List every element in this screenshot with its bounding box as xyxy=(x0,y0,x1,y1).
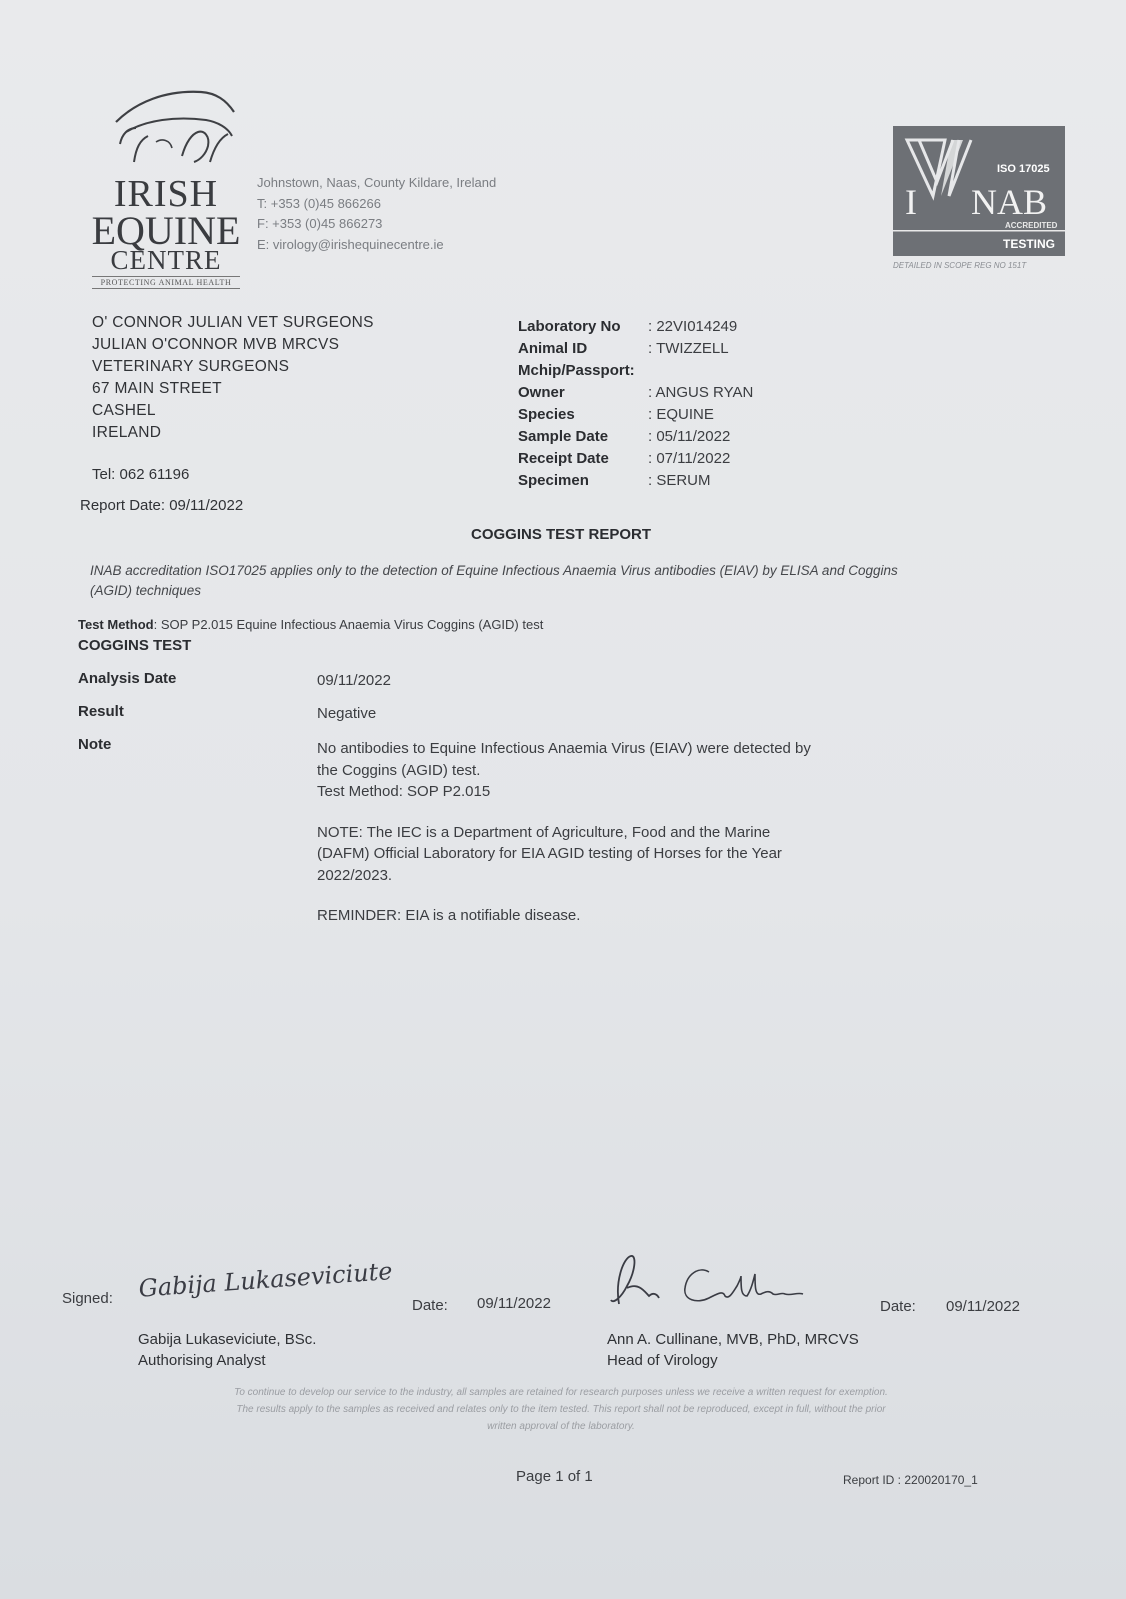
disclaimer-line: The results apply to the samples as received and relates only to the item tested. This report shall not be reproduced, except in full, without the prior xyxy=(236,1404,886,1415)
test-method-label: Test Method xyxy=(78,617,154,632)
lab-detail-row xyxy=(518,338,753,360)
head-sign-date: 09/11/2022 xyxy=(946,1298,1020,1315)
lab-detail-row xyxy=(518,360,753,382)
lab-detail-label: Sample Date xyxy=(518,428,609,445)
lab-detail-value: : 05/11/2022 xyxy=(648,428,731,445)
lab-detail-value: : ANGUS RYAN xyxy=(648,384,754,401)
analyst-sign-date: 09/11/2022 xyxy=(477,1295,551,1312)
result-value: Negative xyxy=(317,705,377,722)
lab-detail-label: Owner xyxy=(518,384,565,401)
analyst-title: Authorising Analyst xyxy=(138,1352,266,1369)
footer-disclaimer xyxy=(126,1384,996,1435)
note-line: Test Method: SOP P2.015 xyxy=(317,783,491,800)
contact-fax: F: +353 (0)45 866273 xyxy=(257,216,383,231)
lab-detail-row xyxy=(518,404,753,426)
analyst-signer xyxy=(138,1329,316,1371)
note-line: REMINDER: EIA is a notifiable disease. xyxy=(317,907,581,924)
lab-detail-row xyxy=(518,448,753,470)
lab-detail-label: Animal ID xyxy=(518,340,588,357)
note-paragraph xyxy=(317,822,877,887)
logo-tagline: PROTECTING ANIMAL HEALTH xyxy=(92,276,240,289)
lab-detail-label: Receipt Date xyxy=(518,450,609,467)
address-line: CASHEL xyxy=(92,402,156,419)
inab-letter-i: I xyxy=(905,182,917,222)
lab-detail-row xyxy=(518,382,753,404)
lab-detail-value: : TWIZZELL xyxy=(648,340,729,357)
logo-word-equine: EQUINE xyxy=(91,208,241,253)
note-line: (DAFM) Official Laboratory for EIA AGID testing of Horses for the Year xyxy=(317,845,782,862)
lab-detail-row xyxy=(518,470,753,492)
note-line: No antibodies to Equine Infectious Anaemia Virus (EIAV) were detected by xyxy=(317,740,811,757)
lab-detail-row xyxy=(518,426,753,448)
lab-detail-value: : SERUM xyxy=(648,472,711,489)
lab-detail-label: Specimen xyxy=(518,472,589,489)
contact-phone: T: +353 (0)45 866266 xyxy=(257,195,381,211)
lab-detail-label: Laboratory No xyxy=(518,318,621,335)
section-heading: COGGINS TEST xyxy=(78,637,192,654)
lab-detail-value: : EQUINE xyxy=(648,406,714,423)
disclaimer-line: written approval of the laboratory. xyxy=(487,1421,635,1432)
horse-logo-icon xyxy=(106,82,236,172)
disclaimer-line: To continue to develop our service to the industry, all samples are retained for research purposes unless we receive a written request for exemption. xyxy=(234,1387,888,1398)
inab-testing-label: TESTING xyxy=(1003,237,1056,251)
lab-detail-label: Mchip/Passport: xyxy=(518,362,635,379)
head-title: Head of Virology xyxy=(607,1352,718,1369)
note-paragraph xyxy=(317,905,877,927)
address-line: VETERINARY SURGEONS xyxy=(92,358,290,375)
contact-address: Johnstown, Naas, County Kildare, Ireland xyxy=(257,175,497,190)
irish-equine-centre-logo xyxy=(86,82,246,292)
lab-detail-value: : 22VI014249 xyxy=(648,318,738,335)
date-label: Date: xyxy=(412,1297,448,1314)
logo-word-centre: CENTRE xyxy=(110,245,222,275)
note-line: the Coggins (AGID) test. xyxy=(317,761,481,779)
inab-accreditation-note: INAB accreditation ISO17025 applies only to the detection of Equine Infectious Anaemia Virus antibodies (EIAV) by ELISA and Coggins (AGID) techniques xyxy=(90,563,898,598)
note-label: Note xyxy=(78,736,112,753)
address-line: O' CONNOR JULIAN VET SURGEONS xyxy=(92,314,374,331)
lab-detail-label: Species xyxy=(518,406,575,423)
logo-word-irish: IRISH xyxy=(113,173,219,215)
note-body xyxy=(317,738,877,946)
lab-detail-value: : 07/11/2022 xyxy=(648,450,731,467)
analysis-date-label: Analysis Date xyxy=(78,670,177,687)
test-method-value: : SOP P2.015 Equine Infectious Anaemia Virus Coggins (AGID) test xyxy=(153,617,544,632)
note-paragraph xyxy=(317,738,877,803)
inab-name: NAB xyxy=(971,182,1048,222)
signed-label: Signed: xyxy=(62,1290,113,1307)
head-signer xyxy=(607,1329,859,1371)
result-label: Result xyxy=(78,703,124,720)
recipient-address xyxy=(92,312,374,444)
contact-block xyxy=(257,173,496,255)
report-date: Report Date: 09/11/2022 xyxy=(80,497,244,514)
address-line: JULIAN O'CONNOR MVB MRCVS xyxy=(92,336,340,353)
date-label: Date: xyxy=(880,1298,916,1315)
analyst-signature-script: Gabija Lukaseviciute xyxy=(137,1257,394,1303)
inab-accredited-label: ACCREDITED xyxy=(1005,221,1058,230)
lab-details-table xyxy=(518,316,753,492)
page-number: Page 1 of 1 xyxy=(516,1468,593,1485)
report-title: COGGINS TEST REPORT xyxy=(471,526,652,543)
note-line: 2022/2023. xyxy=(317,866,393,884)
note-line: NOTE: The IEC is a Department of Agriculture, Food and the Marine xyxy=(317,823,771,841)
recipient-tel: Tel: 062 61196 xyxy=(92,466,190,483)
analyst-name: Gabija Lukaseviciute, BSc. xyxy=(138,1331,317,1348)
contact-email: E: virology@irishequinecentre.ie xyxy=(257,236,444,252)
head-of-virology-signature xyxy=(605,1252,820,1314)
address-line: IRELAND xyxy=(92,424,162,441)
analysis-date-value: 09/11/2022 xyxy=(317,672,391,689)
test-method-line xyxy=(78,617,543,632)
inab-iso-label: ISO 17025 xyxy=(997,163,1050,175)
head-name: Ann A. Cullinane, MVB, PhD, MRCVS xyxy=(607,1331,859,1348)
report-id: Report ID : 220020170_1 xyxy=(843,1473,978,1487)
analyst-signature xyxy=(135,1250,394,1310)
lab-detail-row xyxy=(518,316,753,338)
inab-accreditation-badge xyxy=(893,126,1065,274)
address-line: 67 MAIN STREET xyxy=(92,380,222,397)
inab-scope-label: DETAILED IN SCOPE REG NO 151T xyxy=(893,261,1027,270)
